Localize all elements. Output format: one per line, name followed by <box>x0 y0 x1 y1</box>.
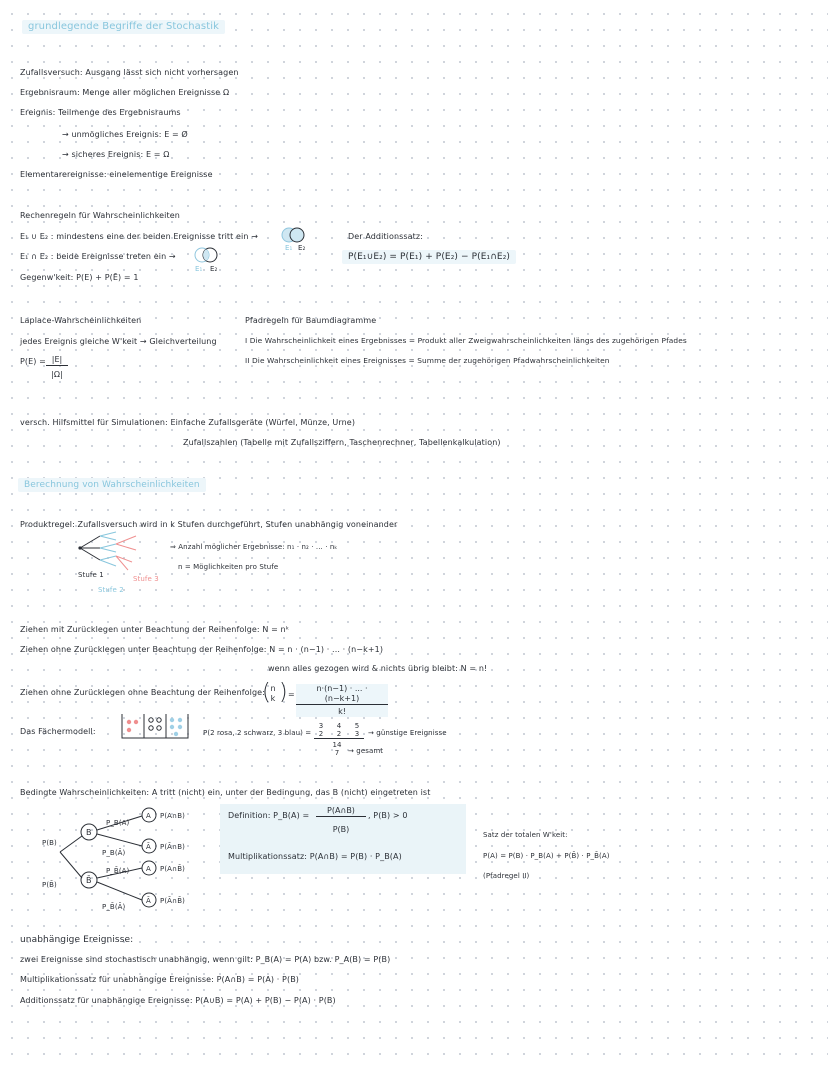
tree-pb: P(B) <box>42 839 57 847</box>
faecher-binom-c <box>352 722 362 738</box>
sim-line2: Zufallszahlen (Tabelle mit Zufallsziffern, Taschenrechner, Tabellenkalkulation) <box>183 438 501 447</box>
laplace-title: Laplace-Wahrscheinlichkeiten <box>20 316 142 325</box>
section-title-basics: grundlegende Begriffe der Stochastik <box>22 20 225 34</box>
produktregel-count: ⇒ Anzahl möglicher Ergebnisse: n₁ · n₂ · ... · nₖ <box>170 543 338 551</box>
binom-frac-num: n·(n−1) · ... · (n−k+1) <box>296 684 388 705</box>
tree-stufe1: Stufe 1 <box>78 571 104 579</box>
binom-equals: = <box>288 690 295 699</box>
definition-fraction <box>316 806 366 835</box>
faecher-c-bot: 3 <box>354 730 360 738</box>
faecher-c-top: 5 <box>354 722 360 730</box>
unabhaengig-line2: Multiplikationssatz für unabhängige Ereignisse: P(A∩B) = P(A) · P(B) <box>20 975 300 984</box>
binom-n: n <box>270 684 276 693</box>
sim-line1: versch. Hilfsmittel für Simulationen: Einfache Zufallsgeräte (Würfel, Münze, Urne) <box>20 418 356 427</box>
rule-complement: Gegenw'keit: P(E) + P(Ē) = 1 <box>20 273 139 282</box>
definition-den: P(B) <box>332 825 350 834</box>
tree-stufe3: Stufe 3 <box>133 575 159 583</box>
faecher-fraction-bar <box>314 738 364 739</box>
intersection-venn-icon <box>193 246 223 266</box>
section-title-berechnung: Berechnung von Wahrscheinlichkeiten <box>18 478 206 492</box>
faecher-a-bot: 2 <box>318 730 324 738</box>
pfadregel-2: II Die Wahrscheinlichkeit eines Ereignisses = Summe der zugehörigen Pfadwahrscheinlichkeiten <box>245 356 610 365</box>
totale-wkeit-formula: P(A) = P(B) · P_B(A) + P(B̄) · P_B̄(A) <box>483 852 610 860</box>
binom-paren-right: ) <box>279 680 288 705</box>
venn2-label-e1: E₁ <box>195 265 203 273</box>
tree-pbq: P(B̄) <box>42 881 57 889</box>
tree-pbqaq: P_B̄(Ā) <box>102 903 126 911</box>
binom-fraction <box>296 684 388 717</box>
definition-label: Definition: P_B(A) = <box>228 811 310 820</box>
additionssatz-formula: P(E₁∪E₂) = P(E₁) + P(E₂) − P(E₁∩E₂) <box>342 250 516 264</box>
tree-node-b: B <box>86 828 92 837</box>
produktregel-n-def: n = Möglichkeiten pro Stufe <box>178 563 279 571</box>
faecher-b-bot: 2 <box>336 730 342 738</box>
faecher-a-top: 3 <box>318 722 324 730</box>
produktregel-line: Produktregel: Zufallsversuch wird in k Stufen durchgeführt, Stufen unabhängig voneinander <box>20 520 398 529</box>
tree-pbqa: P_B̄(A) <box>106 867 130 875</box>
def-ereignis: Ereignis: Teilmenge des Ergebnisraums <box>20 108 181 117</box>
tree-result-2: P(Ā∩B) <box>160 843 185 851</box>
def-ergebnisraum: Ergebnisraum: Menge aller möglichen Ereignisse Ω <box>20 88 230 97</box>
definition-num: P(A∩B) <box>316 806 366 817</box>
faecher-binom-b <box>334 722 344 738</box>
ziehen-ohne-zuruecklegen: Ziehen ohne Zurücklegen unter Beachtung der Reihenfolge: N = n · (n−1) · ... · (n−k+1) <box>20 645 384 654</box>
ziehen-ohne-reihenfolge: Ziehen ohne Zurücklegen ohne Beachtung der Reihenfolge: <box>20 688 265 697</box>
pfadregeln-title: Pfadregeln für Baumdiagramme <box>245 316 377 325</box>
additionssatz-title: Der Additionssatz: <box>348 232 424 241</box>
tree-node-aq2: Ā <box>146 897 151 905</box>
totale-wkeit-title: Satz der totalen W'keit: <box>483 831 568 839</box>
faecher-expr: P(2 rosa, 2 schwarz, 3 blau) = <box>203 729 312 737</box>
def-zufallsversuch: Zufallsversuch: Ausgang lässt sich nicht vorhersagen <box>20 68 239 77</box>
tree-pba: P_B(A) <box>106 819 130 827</box>
unabhaengig-title: unabhängige Ereignisse: <box>20 935 134 945</box>
faechermodell-label: Das Fächermodell: <box>20 727 96 736</box>
pfadregel-1: I Die Wahrscheinlichkeit eines Ergebnisses = Produkt aller Zweigwahrscheinlichkeiten längs des zugehörigen Pfades <box>245 336 687 345</box>
faecher-d-bot: 7 <box>334 749 340 757</box>
bedingte-title: Bedingte Wahrscheinlichkeiten: A tritt (nicht) ein, unter der Bedingung, das B (nicht) eingetreten ist <box>20 788 431 797</box>
faecher-d-top: 14 <box>332 741 342 749</box>
venn2-label-e2: E₂ <box>210 265 218 273</box>
definition-cond: , P(B) > 0 <box>368 811 408 820</box>
tree-node-bq: B̄ <box>86 876 92 885</box>
faechermodell-illustration <box>122 714 192 740</box>
binom-frac-den: k! <box>338 707 346 716</box>
laplace-line1: jedes Ereignis gleiche W'keit → Gleichverteilung <box>20 337 217 346</box>
tree-result-1: P(A∩B) <box>160 812 185 820</box>
venn-label-e2: E₂ <box>298 244 306 252</box>
def-elementar: Elementarereignisse: einelementige Ereignisse <box>20 170 213 179</box>
laplace-fraction <box>46 355 68 380</box>
faecher-total: → gesamt <box>348 747 384 755</box>
laplace-denominator: |Ω| <box>51 370 63 379</box>
ziehen-alles: wenn alles gezogen wird & nichts übrig bleibt: N = n! <box>268 664 488 673</box>
multiplikationssatz: Multiplikationssatz: P(A∩B) = P(B) · P_B(A) <box>228 852 402 861</box>
tree-pbaq: P_B(Ā) <box>102 849 126 857</box>
rule-intersection: E₁ ∩ E₂ : beide Ereignisse treten ein → <box>20 252 176 261</box>
faecher-binom-total <box>330 741 344 757</box>
def-unmoegliches: → unmögliches Ereignis: E = Ø <box>62 130 188 139</box>
laplace-p-label: P(E) = <box>20 357 46 366</box>
unabhaengig-line3: Additionssatz für unabhängige Ereignisse: P(A∪B) = P(A) + P(B) − P(A) · P(B) <box>20 996 336 1005</box>
def-sicheres: → sicheres Ereignis: E = Ω <box>62 150 170 159</box>
faecher-binom-a <box>316 722 326 738</box>
conditional-tree-diagram <box>60 806 230 916</box>
rules-title: Rechenregeln für Wahrscheinlichkeiten <box>20 211 180 220</box>
tree-result-3: P(A∩B̄) <box>160 865 185 873</box>
venn-label-e1: E₁ <box>285 244 293 252</box>
ziehen-mit-zuruecklegen: Ziehen mit Zurücklegen unter Beachtung der Reihenfolge: N = nᵏ <box>20 625 290 634</box>
laplace-numerator: |E| <box>46 355 68 366</box>
totale-wkeit-note: (Pfadregel II) <box>483 872 530 880</box>
tree-result-4: P(Ā∩B̄) <box>160 897 185 905</box>
faecher-b-top: 4 <box>336 722 342 730</box>
unabhaengig-line1: zwei Ereignisse sind stochastisch unabhängig, wenn gilt: P_B(A) = P(A) bzw. P_A(B) = P(B) <box>20 955 391 964</box>
tree-stufe2: Stufe 2 <box>98 586 124 594</box>
binom-k: k <box>270 694 276 703</box>
tree-node-a2: A <box>146 865 151 873</box>
tree-node-a1: A <box>146 812 151 820</box>
tree-node-aq1: Ā <box>146 843 151 851</box>
binom-paren-left: ( <box>262 680 271 705</box>
rule-union: E₁ ∪ E₂ : mindestens eine der beiden Ereignisse tritt ein → <box>20 232 258 241</box>
faecher-fav: → günstige Ereignisse <box>368 729 447 737</box>
